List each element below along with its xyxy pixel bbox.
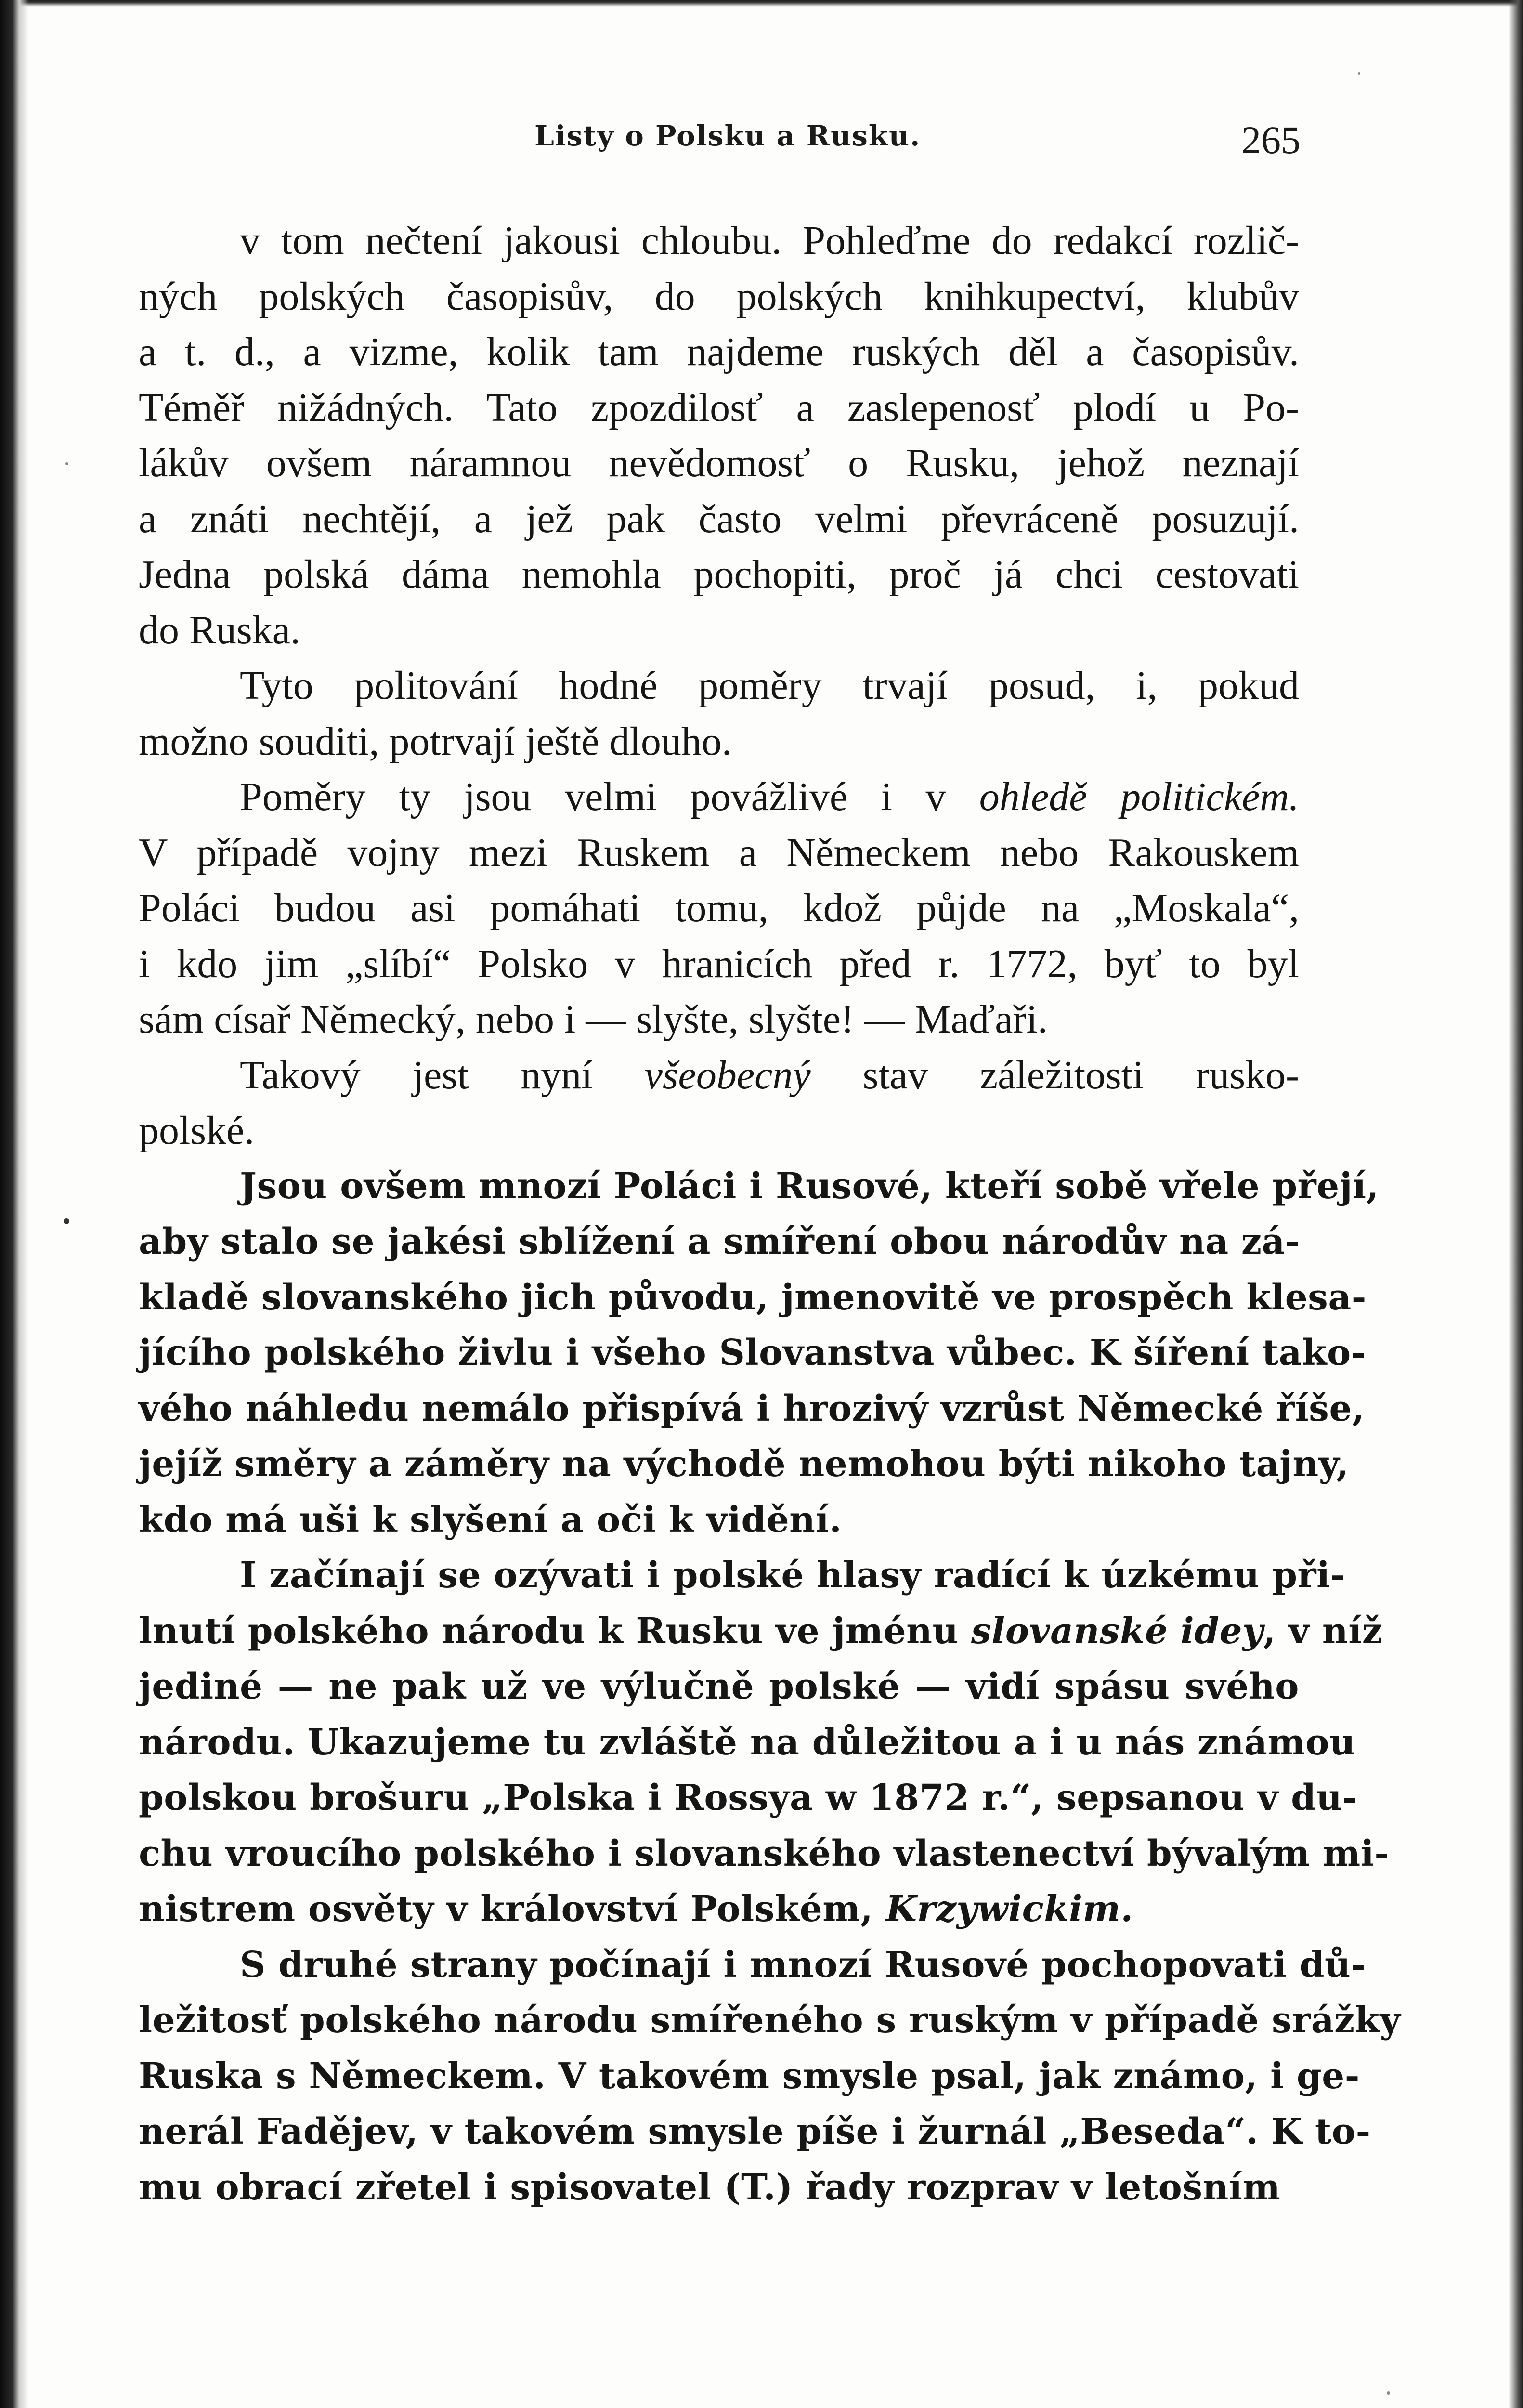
line-text: Jedna polská dáma nemohla pochopiti, proč já chci cestovati bbox=[139, 552, 1299, 597]
line-text: i kdo jim „slíbí“ Polsko v hranicích před r. 1772, byť to byl bbox=[139, 941, 1299, 986]
body-text-regular bbox=[139, 213, 1299, 1159]
line-text: ných polských časopisův, do polských knihkupectví, klubův bbox=[139, 274, 1299, 319]
line-text: , v níž bbox=[1263, 1610, 1383, 1652]
text-line bbox=[139, 880, 1299, 936]
paragraph-p1 bbox=[139, 213, 1299, 658]
text-line bbox=[139, 1325, 1366, 1381]
text-line bbox=[139, 1548, 1345, 1604]
paragraph-p4 bbox=[139, 1047, 1299, 1159]
line-text: I začínají se ozývati i polské hlasy radící k úzkému při- bbox=[240, 1555, 1345, 1596]
line-text: v tom nečtení jakousi chloubu. Pohleďme do redakcí rozlič- bbox=[240, 218, 1299, 263]
text-line bbox=[139, 1437, 1349, 1492]
text-line bbox=[139, 1047, 1299, 1103]
text-line bbox=[139, 658, 1299, 714]
line-text: kladě slovanského jich původu, jmenovitě ve prospěch klesa- bbox=[139, 1276, 1367, 1318]
line-text: nerál Fadějev, v takovém smysle píše i žurnál „Beseda“. K to- bbox=[139, 2111, 1371, 2152]
line-text: jediné — ne pak už ve výlučně polské — vidí spásu svého bbox=[139, 1666, 1299, 1707]
text-line bbox=[139, 1214, 1299, 1270]
line-text: polské. bbox=[139, 1108, 255, 1153]
text-line bbox=[139, 269, 1299, 325]
text-line bbox=[139, 380, 1299, 436]
text-line bbox=[139, 1826, 1390, 1882]
running-title: Listy o Polsku a Rusku. bbox=[534, 119, 921, 152]
text-line bbox=[139, 1159, 1379, 1215]
emphasis-text: ohledě politickém. bbox=[979, 774, 1299, 819]
line-text: vého náhledu nemálo přispívá i hrozivý vzrůst Německé říše, bbox=[139, 1387, 1365, 1429]
line-text: nistrem osvěty v království Polském, bbox=[139, 1888, 886, 1930]
line-text: stav záležitosti rusko- bbox=[810, 1052, 1299, 1098]
line-text: a t. d., a vizme, kolik tam najdeme ruských děl a časopisův. bbox=[139, 329, 1299, 374]
text-line bbox=[139, 491, 1299, 547]
line-text: ležitosť polského národu smířeného s ruským v případě srážky bbox=[139, 2000, 1401, 2041]
text-line bbox=[139, 769, 1299, 825]
text-line bbox=[139, 1381, 1365, 1437]
text-line bbox=[139, 435, 1299, 491]
paragraph-p7 bbox=[139, 1937, 1401, 2216]
line-text: možno souditi, potrvají ještě dlouho. bbox=[139, 719, 732, 764]
text-line bbox=[139, 1770, 1357, 1826]
text-line bbox=[139, 1103, 1299, 1159]
line-text: národu. Ukazujeme tu zvláště na důležitou a i u nás známou bbox=[139, 1721, 1356, 1763]
line-text: do Ruska. bbox=[139, 607, 300, 653]
scan-shadow-left bbox=[0, 0, 29, 2408]
text-line bbox=[139, 1659, 1299, 1715]
line-text: kdo má uši k slyšení a oči k vidění. bbox=[139, 1499, 842, 1541]
line-text: Jsou ovšem mnozí Poláci i Rusové, kteří sobě vřele přejí, bbox=[240, 1165, 1379, 1207]
text-line bbox=[139, 2049, 1360, 2105]
paragraph-p5 bbox=[139, 1159, 1379, 1548]
text-line bbox=[139, 324, 1299, 380]
scan-shadow-top bbox=[0, 0, 1523, 7]
text-line bbox=[139, 1492, 1299, 1548]
line-text: mu obrací zřetel i spisovatel (T.) řady rozprav v letošním bbox=[139, 2166, 1281, 2208]
line-text: S druhé strany počínají i mnozí Rusové pochopovati dů- bbox=[240, 1944, 1366, 1986]
text-line bbox=[139, 1604, 1383, 1660]
body-text-bold bbox=[139, 1159, 1401, 2216]
paragraph-p3 bbox=[139, 769, 1299, 1047]
text-line bbox=[139, 2104, 1371, 2160]
line-text: Tyto politování hodné poměry trvají posud, i, pokud bbox=[240, 663, 1299, 708]
line-text: Poláci budou asi pomáhati tomu, kdož půjde na „Moskala“, bbox=[139, 886, 1299, 930]
emphasis-text: slovanské idey bbox=[971, 1610, 1263, 1652]
paragraph-p6 bbox=[139, 1548, 1390, 1937]
line-text: sám císař Německý, nebo i — slyšte, slyšte! — Maďaři. bbox=[139, 997, 1048, 1042]
scan-speck bbox=[65, 462, 68, 465]
scan-shadow-right bbox=[1509, 0, 1523, 2408]
paragraph-p2 bbox=[139, 658, 1299, 769]
line-text: Takový jest nyní bbox=[240, 1052, 645, 1098]
text-line bbox=[139, 714, 1299, 770]
line-text: jejíž směry a záměry na východě nemohou býti nikoho tajny, bbox=[139, 1443, 1349, 1485]
text-line bbox=[139, 213, 1299, 269]
line-text: aby stalo se jakési sblížení a smíření obou národův na zá- bbox=[139, 1221, 1301, 1262]
scan-speck bbox=[1387, 2391, 1390, 2395]
line-text: a znáti nechtějí, a jež pak často velmi převráceně posuzují. bbox=[139, 496, 1299, 541]
emphasis-text: Krzywickim. bbox=[885, 1888, 1133, 1930]
line-text: polskou brošuru „Polska i Rossya w 1872 r.“, sepsanou v du- bbox=[139, 1777, 1357, 1819]
page-number: 265 bbox=[1241, 118, 1301, 162]
page-body bbox=[139, 213, 1401, 2215]
text-line bbox=[139, 936, 1299, 992]
line-text: chu vroucího polského i slovanského vlastenectví bývalým mi- bbox=[139, 1832, 1390, 1874]
emphasis-text: všeobecný bbox=[644, 1052, 811, 1098]
margin-dot bbox=[64, 1218, 69, 1224]
text-line bbox=[139, 992, 1299, 1047]
text-line bbox=[139, 2160, 1299, 2216]
text-line bbox=[139, 602, 1299, 658]
line-text: Poměry ty jsou velmi povážlivé i v bbox=[240, 774, 979, 819]
line-text: jícího polského živlu i všeho Slovanstva vůbec. K šíření tako- bbox=[139, 1332, 1366, 1374]
text-line bbox=[139, 1993, 1401, 2049]
line-text: V případě vojny mezi Ruskem a Německem nebo Rakouskem bbox=[139, 830, 1299, 875]
text-line bbox=[139, 1882, 1299, 1937]
line-text: lnutí polského národu k Rusku ve jménu bbox=[139, 1610, 972, 1652]
text-line bbox=[139, 1937, 1366, 1993]
scan-speck bbox=[1358, 72, 1360, 75]
text-line bbox=[139, 547, 1299, 602]
text-line bbox=[139, 825, 1299, 881]
line-text: Ruska s Německem. V takovém smysle psal, jak známo, i ge- bbox=[139, 2055, 1360, 2097]
text-line bbox=[139, 1270, 1367, 1326]
text-line bbox=[139, 1715, 1356, 1771]
line-text: lákův ovšem náramnou nevědomosť o Rusku, jehož neznají bbox=[139, 441, 1299, 485]
line-text: Téměř nižádných. Tato zpozdilosť a zaslepenosť plodí u Po- bbox=[139, 385, 1299, 430]
